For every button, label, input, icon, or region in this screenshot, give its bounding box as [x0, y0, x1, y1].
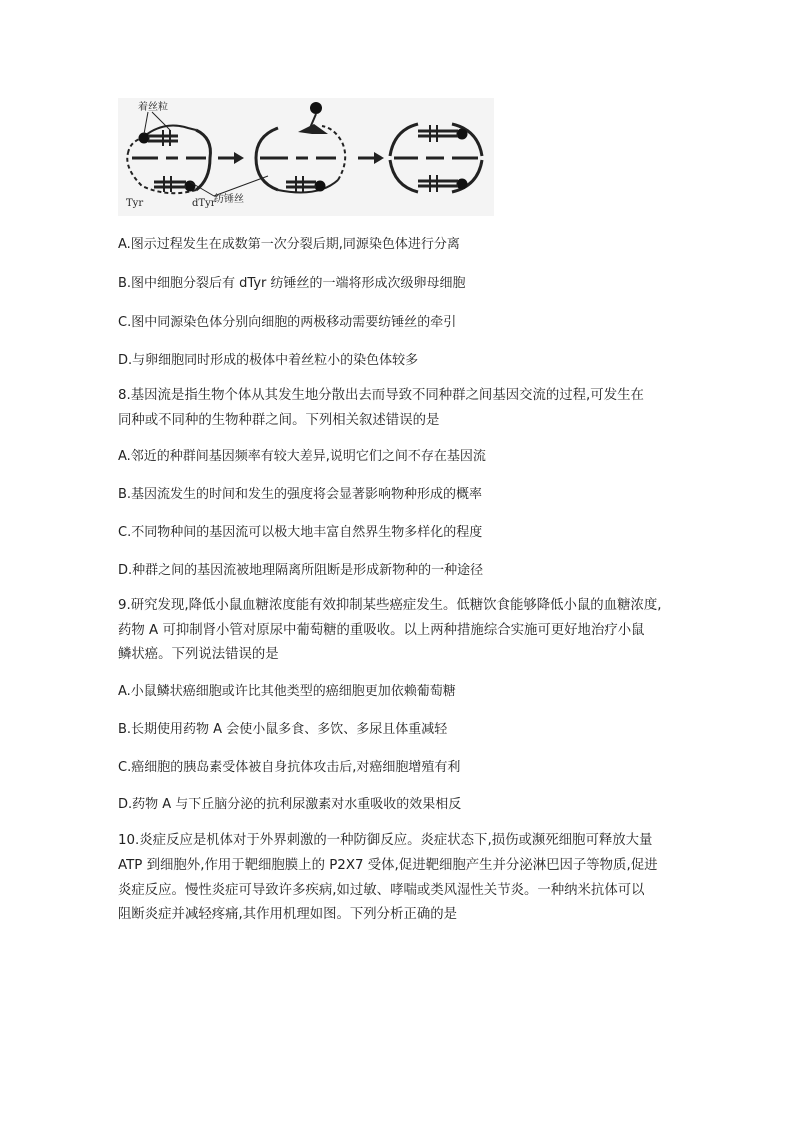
q10-stem-line-2: ATP 到细胞外,作用于靶细胞膜上的 P2X7 受体,促进靶细胞产生并分泌淋巴因子等物质,促进 [118, 858, 658, 873]
q9-option-d: D.药物 A 与下丘脑分泌的抗利尿激素对水重吸收的效果相反 [118, 797, 462, 812]
label-spindle: 纺锤丝 [214, 194, 244, 205]
q8-option-c: C.不同物种间的基因流可以极大地丰富自然界生物多样化的程度 [118, 525, 483, 540]
q7-option-a: A.图示过程发生在成数第一次分裂后期,同源染色体进行分离 [118, 237, 460, 252]
q9-option-b: B.长期使用药物 A 会使小鼠多食、多饮、多尿且体重减轻 [118, 722, 448, 737]
q8-stem-line-1: 8.基因流是指生物个体从其发生地分散出去而导致不同种群之间基因交流的过程,可发生在 [118, 388, 644, 403]
q9-option-a: A.小鼠鳞状癌细胞或许比其他类型的癌细胞更加依赖葡萄糖 [118, 684, 456, 699]
q8-option-b: B.基因流发生的时间和发生的强度将会显著影响物种形成的概率 [118, 487, 483, 502]
centromere-1 [139, 133, 150, 144]
q8-stem-line-2: 同种或不同种的生物种群之间。下列相关叙述错误的是 [118, 413, 440, 428]
q9-stem-line-1: 9.研究发现,降低小鼠血糖浓度能有效抑制某些癌症发生。低糖饮食能够降低小鼠的血糖浓度, [118, 598, 662, 613]
chromosome-diagram-svg [118, 98, 494, 216]
q10-stem-line-4: 阻断炎症并减轻疼痛,其作用机理如图。下列分析正确的是 [118, 907, 458, 922]
q9-stem-line-3: 鳞状癌。下列说法错误的是 [118, 647, 279, 662]
q8-option-d: D.种群之间的基因流被地理隔离所阻断是形成新物种的一种途径 [118, 563, 484, 578]
q7-option-b: B.图中细胞分裂后有 dTyr 纺锤丝的一端将形成次级卵母细胞 [118, 276, 466, 291]
q9-stem-line-2: 药物 A 可抑制肾小管对原尿中葡萄糖的重吸收。以上两种措施综合实施可更好地治疗小鼠 [118, 623, 645, 638]
chromosome-diagram [118, 98, 494, 216]
q10-stem-line-3: 炎症反应。慢性炎症可导致许多疾病,如过敏、哮喘或类风湿性关节炎。一种纳米抗体可以 [118, 883, 645, 898]
q10-stem-line-1: 10.炎症反应是机体对于外界刺激的一种防御反应。炎症状态下,损伤或濒死细胞可释放大量 [118, 833, 653, 848]
label-dtyr: dTyr [192, 198, 216, 209]
label-centromere: 着丝粒 [138, 102, 168, 113]
label-tyr: Tyr [126, 198, 144, 209]
q8-option-a: A.邻近的种群间基因频率有较大差异,说明它们之间不存在基因流 [118, 449, 486, 464]
q7-option-c: C.图中同源染色体分别向细胞的两极移动需要纺锤丝的牵引 [118, 315, 457, 330]
q9-option-c: C.癌细胞的胰岛素受体被自身抗体攻击后,对癌细胞增殖有利 [118, 760, 461, 775]
q7-option-d: D.与卵细胞同时形成的极体中着丝粒小的染色体较多 [118, 353, 419, 368]
